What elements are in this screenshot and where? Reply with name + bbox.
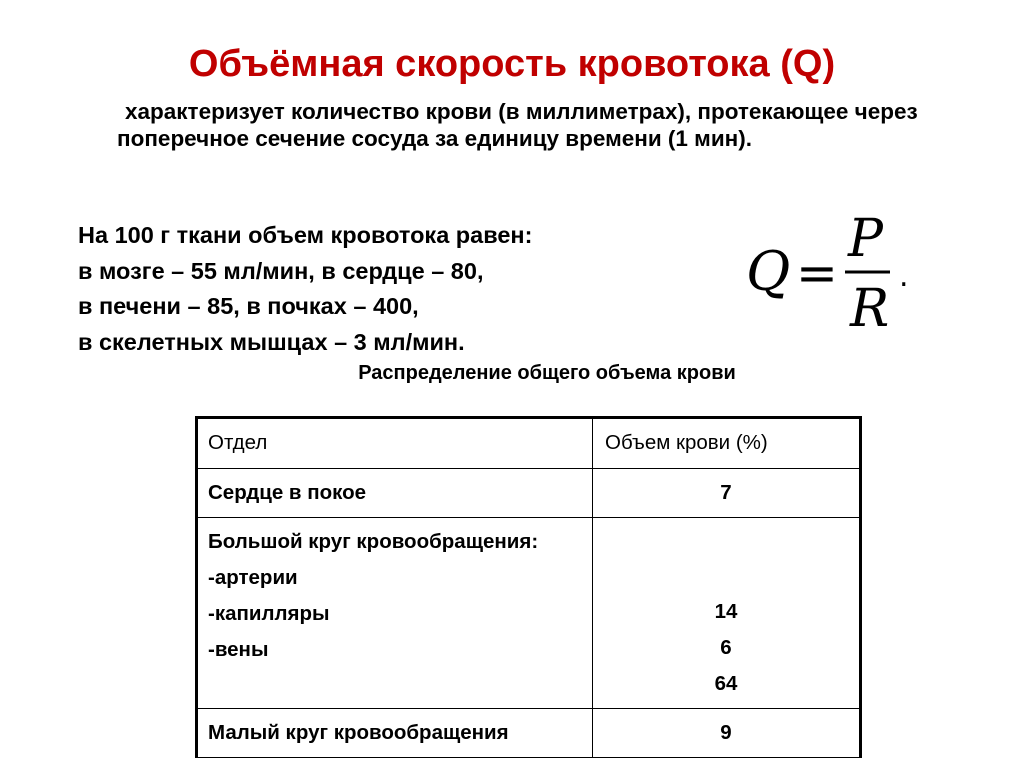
table-caption: Распределение общего объема крови <box>358 362 736 384</box>
row-heart-value: 7 <box>593 469 861 518</box>
formula-equals: = <box>796 244 838 302</box>
formula-trailing-dot: . <box>899 259 909 294</box>
row-arteries-value: 14 <box>714 600 738 623</box>
definition-text: характеризует количество крови (в миллиметрах), протекающее через поперечное сечение сосуда за единицу времени (1 мин). <box>117 99 918 151</box>
formula-denominator: R <box>850 279 890 336</box>
row-systemic-cell <box>197 518 593 709</box>
formula-lhs: Q <box>746 240 791 303</box>
table-header-row <box>197 418 861 469</box>
page-title: Объёмная скорость кровотока (Q) <box>188 43 836 85</box>
row-arteries-label: -артерии <box>208 566 298 589</box>
row-systemic-values <box>593 518 861 709</box>
fact-line-1: На 100 г ткани объем кровотока равен: <box>78 222 533 248</box>
row-pulmonary-value: 9 <box>593 709 861 758</box>
row-capillaries-label: -капилляры <box>208 602 330 625</box>
fact-line-3: в печени – 85, в почках – 400, <box>78 293 419 319</box>
row-pulmonary-label: Малый круг кровообращения <box>197 709 593 758</box>
row-veins-value: 64 <box>714 672 738 695</box>
row-capillaries-value: 6 <box>720 636 732 659</box>
fact-line-2: в мозге – 55 мл/мин, в сердце – 80, <box>78 257 484 284</box>
table-row <box>197 709 861 758</box>
row-veins-label: -вены <box>208 638 269 661</box>
row-systemic-label: Большой круг кровообращения: <box>208 530 539 553</box>
header-blood-volume: Объем крови (%) <box>593 418 861 469</box>
blood-distribution-table <box>195 416 862 758</box>
flow-formula <box>742 206 922 336</box>
formula-numerator: P <box>848 209 883 269</box>
table-row <box>197 518 861 709</box>
header-department: Отдел <box>197 418 593 469</box>
fact-line-4: в скелетных мышцах – 3 мл/мин. <box>78 328 465 355</box>
table-row <box>197 469 861 518</box>
blood-flow-facts <box>78 218 718 360</box>
row-heart-label: Сердце в покое <box>197 469 593 518</box>
